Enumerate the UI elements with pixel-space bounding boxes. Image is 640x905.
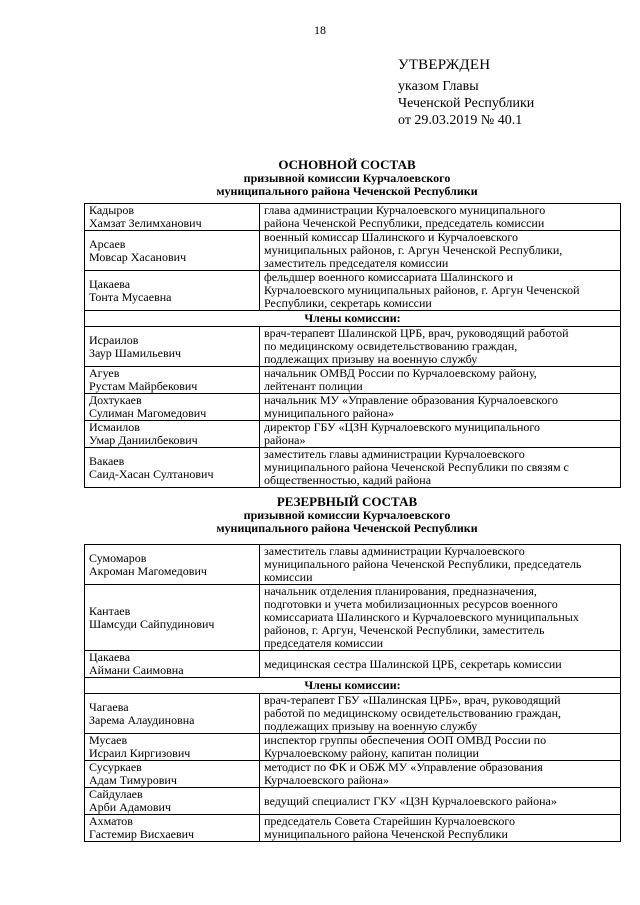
member-name-line: Адам Тимурович bbox=[89, 773, 177, 787]
table-row bbox=[85, 545, 621, 585]
member-name-line: Заур Шамильевич bbox=[89, 345, 182, 360]
member-name-line: Сулиман Магомедович bbox=[89, 406, 207, 420]
main-composition-section bbox=[84, 157, 610, 488]
member-name-cell bbox=[85, 734, 260, 761]
member-role-cell bbox=[260, 231, 621, 271]
member-name-cell bbox=[85, 761, 260, 788]
member-name-cell bbox=[85, 815, 260, 842]
member-name-cell bbox=[85, 694, 260, 734]
member-name-cell bbox=[85, 651, 260, 678]
main-composition-subtitle-2: муниципального района Чеченской Республики bbox=[216, 184, 478, 198]
approval-line-2: Чеченской Республики bbox=[398, 96, 535, 111]
member-name-cell bbox=[85, 788, 260, 815]
member-name-cell bbox=[85, 545, 260, 585]
member-role-line: заместитель главы администрации Курчалоевского bbox=[264, 447, 525, 461]
table-row bbox=[85, 204, 621, 231]
member-role-cell bbox=[260, 327, 621, 367]
member-role-line: комиссариата Шалинского и Курчалоевского муниципальных bbox=[264, 610, 579, 624]
member-role-cell bbox=[260, 421, 621, 448]
member-name-line: Арсаев bbox=[89, 236, 126, 251]
member-name-line: Кантаев bbox=[89, 603, 131, 618]
reserve-composition-subtitle-1: призывной комиссии Курчалоевского bbox=[243, 508, 451, 522]
member-role-line: по медицинскому освидетельствованию граждан, bbox=[264, 339, 518, 353]
member-role-line: заместитель главы администрации Курчалоевского bbox=[264, 544, 525, 558]
member-role-line: фельдшер военного комиссариата Шалинского и bbox=[264, 270, 514, 284]
member-name-line: Сумомаров bbox=[89, 550, 147, 565]
member-name-cell bbox=[85, 271, 260, 311]
reserve-composition-heading bbox=[84, 494, 610, 535]
member-role-line: заместитель председателя комиссии bbox=[264, 256, 449, 270]
table-row bbox=[85, 815, 621, 842]
main-composition-title: ОСНОВНОЙ СОСТАВ bbox=[278, 157, 416, 172]
member-name-line: Аймани Саимовна bbox=[89, 663, 184, 677]
member-role-cell bbox=[260, 815, 621, 842]
member-role-line: военный комиссар Шалинского и Курчалоевского bbox=[264, 230, 518, 244]
approval-line-3: от 29.03.2019 № 40.1 bbox=[398, 113, 523, 128]
member-role-cell bbox=[260, 585, 621, 651]
table-row bbox=[85, 761, 621, 788]
table-row bbox=[85, 448, 621, 488]
member-name-cell bbox=[85, 421, 260, 448]
member-name-line: Арби Адамович bbox=[89, 800, 172, 814]
member-name-line: Умар Даниилбекович bbox=[89, 433, 198, 447]
member-role-line: ведущий специалист ГКУ «ЦЗН Курчалоевского района» bbox=[264, 793, 557, 808]
member-name-line: Тонта Мусаевна bbox=[89, 289, 172, 304]
member-role-cell bbox=[260, 271, 621, 311]
reserve-members-body bbox=[85, 694, 621, 842]
member-role-line: работой по медицинскому освидетельствованию граждан, bbox=[264, 706, 562, 720]
member-role-line: начальник МУ «Управление образования Курчалоевского bbox=[264, 393, 559, 407]
member-role-cell bbox=[260, 545, 621, 585]
member-name-line: Гастемир Висхаевич bbox=[89, 827, 195, 841]
member-role-line: председатель Совета Старейшин Курчалоевского bbox=[264, 814, 516, 828]
member-role-cell bbox=[260, 204, 621, 231]
table-row bbox=[85, 421, 621, 448]
member-role-line: Курчалоевского муниципальных районов, г. Аргун Чеченской bbox=[264, 283, 580, 297]
member-name-cell bbox=[85, 394, 260, 421]
table-row bbox=[85, 271, 621, 311]
member-name-line: Мовсар Хасанович bbox=[89, 249, 187, 264]
member-role-cell bbox=[260, 367, 621, 394]
member-name-cell bbox=[85, 585, 260, 651]
member-role-line: Курчалоевскому району, капитан полиции bbox=[264, 746, 479, 760]
member-role-cell bbox=[260, 694, 621, 734]
member-role-line: муниципального района Чеченской Республики по связям с bbox=[264, 460, 569, 474]
member-role-cell bbox=[260, 651, 621, 678]
main-composition-subtitle-1: призывной комиссии Курчалоевского bbox=[243, 171, 451, 185]
member-name-line: Цакаева bbox=[89, 276, 131, 291]
member-role-line: начальник отделения планирования, предназначения, bbox=[264, 584, 537, 598]
member-name-line: Исраилов bbox=[89, 332, 139, 347]
main-members-header-body bbox=[85, 311, 621, 327]
approval-line-1: указом Главы bbox=[398, 79, 479, 94]
reserve-composition-section bbox=[84, 494, 610, 842]
reserve-composition-table bbox=[84, 544, 621, 842]
reserve-composition-subtitle-2: муниципального района Чеченской Республики bbox=[216, 521, 478, 535]
member-role-line: медицинская сестра Шалинской ЦРБ, секретарь комиссии bbox=[264, 656, 562, 671]
members-header-row bbox=[85, 311, 621, 327]
member-role-cell bbox=[260, 761, 621, 788]
member-name-line: Исмаилов bbox=[89, 420, 140, 434]
member-name-line: Шамсуди Сайпудинович bbox=[89, 616, 215, 631]
table-row bbox=[85, 231, 621, 271]
member-role-line: Республики, секретарь комиссии bbox=[264, 296, 432, 310]
member-role-line: методист по ФК и ОБЖ МУ «Управление образования bbox=[264, 760, 543, 774]
member-role-line: муниципальных районов, г. Аргун Чеченской Республики, bbox=[264, 243, 563, 257]
member-role-line: подлежащих призыву на военную службу bbox=[264, 719, 478, 733]
table-row bbox=[85, 367, 621, 394]
member-name-line: Дохтукаев bbox=[89, 393, 142, 407]
table-row bbox=[85, 734, 621, 761]
member-role-line: начальник ОМВД России по Курчалоевскому району, bbox=[264, 366, 537, 380]
member-role-cell bbox=[260, 788, 621, 815]
member-name-line: Хамзат Зелимханович bbox=[89, 216, 202, 230]
main-leaders-body bbox=[85, 204, 621, 311]
member-role-line: врач-терапевт Шалинской ЦРБ, врач, руководящий работой bbox=[264, 326, 569, 340]
member-role-cell bbox=[260, 448, 621, 488]
member-role-line: директор ГБУ «ЦЗН Курчалоевского муниципального bbox=[264, 420, 540, 434]
member-role-line: комиссии bbox=[264, 570, 313, 584]
reserve-members-header-body bbox=[85, 678, 621, 694]
member-role-line: врач-терапевт ГБУ «Шалинская ЦРБ», врач, руководящий bbox=[264, 693, 561, 707]
member-role-line: муниципального района» bbox=[264, 406, 395, 420]
member-role-line: района Чеченской Республики, председатель комиссии bbox=[264, 216, 545, 230]
reserve-leaders-body bbox=[85, 545, 621, 678]
approval-stamp bbox=[398, 57, 534, 129]
member-role-line: лейтенант полиции bbox=[264, 379, 363, 393]
members-label: Члены комиссии: bbox=[85, 311, 621, 327]
member-name-line: Кадыров bbox=[89, 203, 135, 217]
member-name-line: Сусуркаев bbox=[89, 760, 142, 774]
members-label: Члены комиссии: bbox=[85, 678, 621, 694]
member-name-line: Мусаев bbox=[89, 733, 128, 747]
member-name-line: Рустам Майрбекович bbox=[89, 379, 198, 393]
member-name-cell bbox=[85, 204, 260, 231]
approval-word: УТВЕРЖДЕН bbox=[398, 57, 491, 73]
member-name-cell bbox=[85, 448, 260, 488]
member-role-line: подлежащих призыву на военную службу bbox=[264, 352, 478, 366]
member-role-line: муниципального района Чеченской Республики bbox=[264, 827, 508, 841]
member-role-line: подготовки и учета мобилизационных ресурсов военного bbox=[264, 597, 558, 611]
member-role-cell bbox=[260, 394, 621, 421]
member-role-line: глава администрации Курчалоевского муниципального bbox=[264, 203, 546, 217]
member-name-line: Вакаев bbox=[89, 453, 125, 468]
member-role-line: района» bbox=[264, 433, 306, 447]
member-role-line: Курчалоевского района» bbox=[264, 773, 389, 787]
member-name-line: Цакаева bbox=[89, 650, 131, 664]
page-number: 18 bbox=[314, 23, 326, 37]
member-name-line: Акроман Магомедович bbox=[89, 563, 207, 578]
member-name-line: Чагаева bbox=[89, 699, 129, 714]
member-name-line: Ахматов bbox=[89, 814, 133, 828]
main-composition-heading bbox=[84, 157, 610, 198]
main-composition-table bbox=[84, 203, 621, 488]
table-row bbox=[85, 651, 621, 678]
members-header-row bbox=[85, 678, 621, 694]
table-row bbox=[85, 394, 621, 421]
main-members-body bbox=[85, 327, 621, 488]
member-name-line: Зарема Алаудиновна bbox=[89, 712, 195, 727]
member-name-cell bbox=[85, 327, 260, 367]
member-name-line: Саид-Хасан Султанович bbox=[89, 466, 214, 481]
table-row bbox=[85, 585, 621, 651]
member-role-line: общественностью, кадий района bbox=[264, 473, 432, 487]
member-role-cell bbox=[260, 734, 621, 761]
table-row bbox=[85, 694, 621, 734]
table-row bbox=[85, 788, 621, 815]
member-role-line: председателя комиссии bbox=[264, 636, 384, 650]
member-name-line: Сайдулаев bbox=[89, 787, 143, 801]
member-name-cell bbox=[85, 231, 260, 271]
member-name-line: Исраил Киргизович bbox=[89, 746, 191, 760]
reserve-composition-title: РЕЗЕРВНЫЙ СОСТАВ bbox=[276, 494, 418, 509]
member-role-line: районов, г. Аргун, Чеченской Республики, заместитель bbox=[264, 623, 545, 637]
table-row bbox=[85, 327, 621, 367]
member-name-line: Агуев bbox=[89, 366, 120, 380]
member-role-line: инспектор группы обеспечения ООП ОМВД России по bbox=[264, 733, 547, 747]
member-role-line: муниципального района Чеченской Республики, председатель bbox=[264, 557, 582, 571]
member-name-cell bbox=[85, 367, 260, 394]
